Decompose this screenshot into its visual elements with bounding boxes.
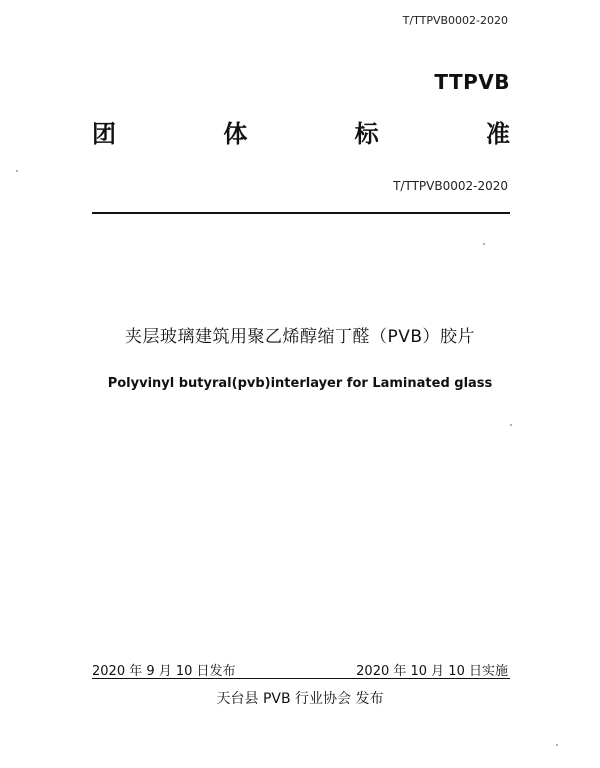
issuing-organization: 天台县 PVB 行业协会 发布 [216,691,384,707]
footer-divider [92,678,510,679]
implementation-date: 2020 年 10 月 10 日实施 [356,664,508,679]
standard-type-char: 团 [92,119,116,148]
top-standard-code: T/TTPVB0002-2020 [402,14,508,27]
standard-type-char: 标 [354,119,379,148]
document-title-english: Polyvinyl butyral(pvb)interlayer for Laminated glass [107,376,493,391]
standard-number: T/TTPVB0002-2020 [393,179,508,193]
organization-code: TTPVB [434,70,510,94]
scan-speck [16,170,18,172]
standard-type-heading [92,119,510,148]
publish-date: 2020 年 9 月 10 日发布 [92,664,236,679]
scan-speck [483,243,485,245]
scan-speck [510,424,512,426]
header-divider [92,212,510,214]
standard-type-char: 准 [485,119,510,148]
standard-type-char: 体 [223,119,248,148]
scan-speck [556,744,558,746]
document-title-chinese: 夹层玻璃建筑用聚乙烯醇缩丁醛（PVB）胶片 [124,327,476,347]
